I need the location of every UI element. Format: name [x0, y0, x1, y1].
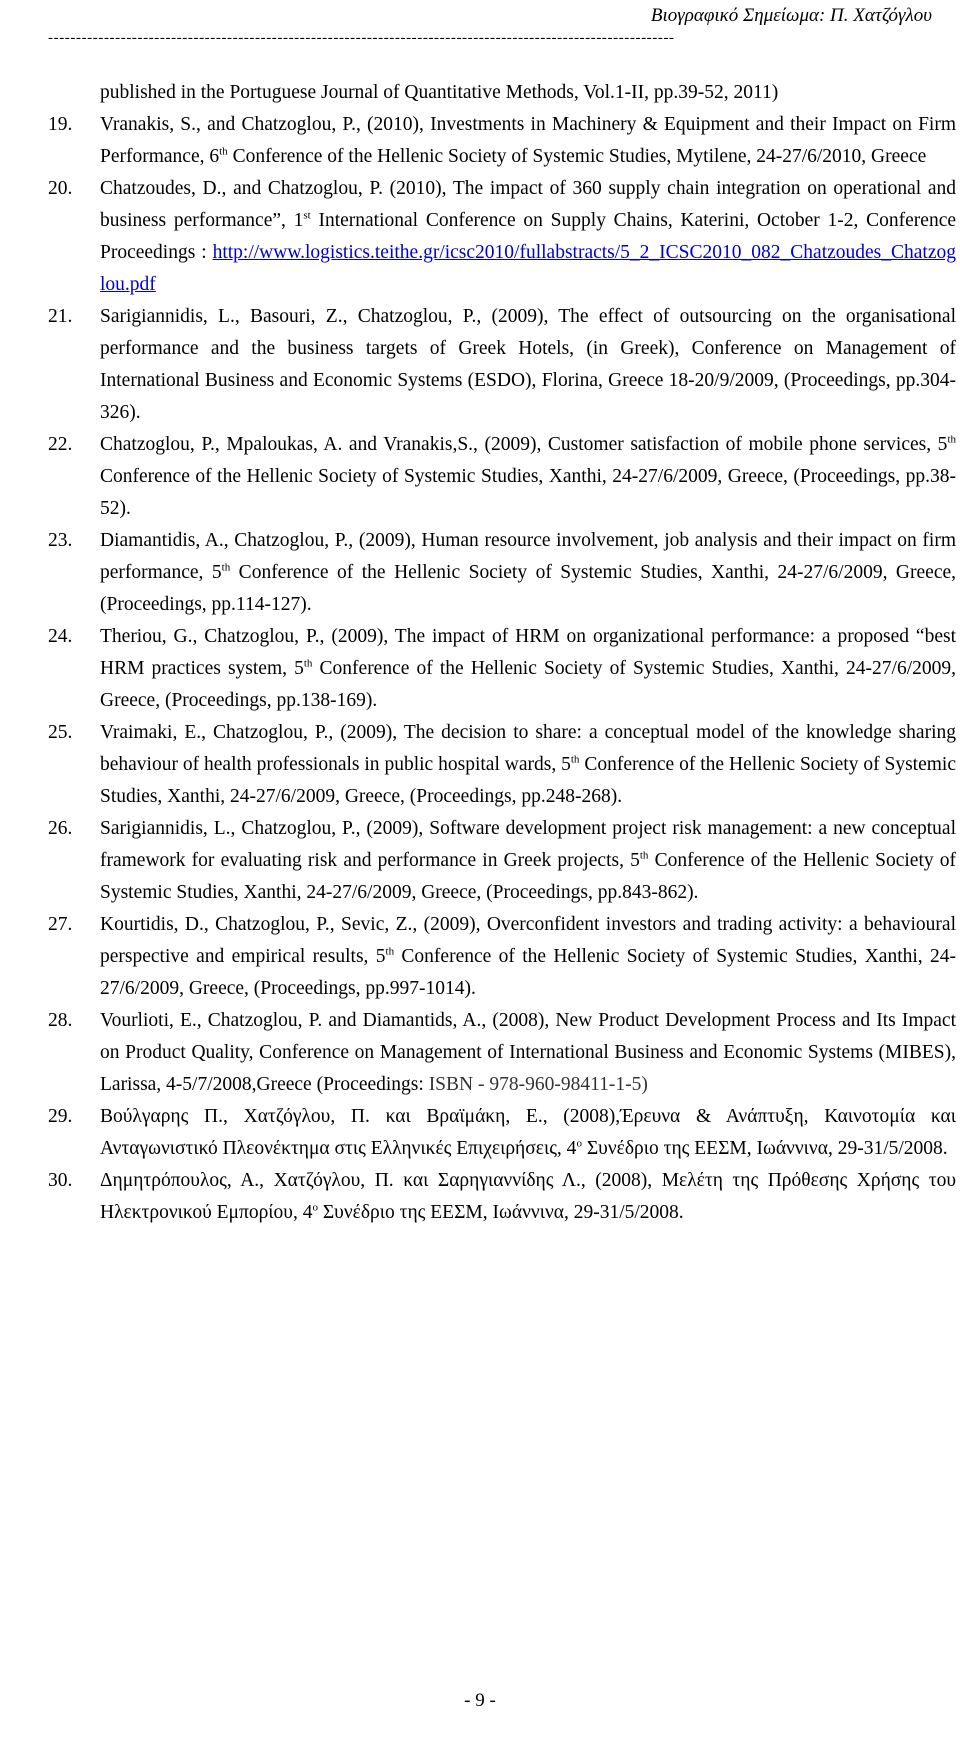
- reference-22: 22. Chatzoglou, P., Mpaloukas, A. and Vranakis,S., (2009), Customer satisfaction of mobile phone services, 5th Conference of the Hellenic Society of Systemic Studies, Xanthi, 24-27/6/2009, Greece, (Proceedings, pp.38-52).: [48, 429, 956, 525]
- reference-number: 30.: [48, 1170, 73, 1191]
- reference-intro: [48, 77, 956, 109]
- reference-30: 30. Δημητρόπουλος, Α., Χατζόγλου, Π. και Σαρηγιαννίδης Λ., (2008), Μελέτη της Πρόθεσης Χρήσης του Ηλεκτρονικού Εμπορίου, $4^o$ Συνέδριο της ΕΕΣΜ, Ιωάννινα, 29-31/5/2008.: [48, 1165, 956, 1229]
- reference-25: 25. Vraimaki, E., Chatzoglou, P., (2009), The decision to share: a conceptual model of the knowledge sharing behaviour of health professionals in public hospital wards, 5th Conference of the Hellenic Society of Systemic Studies, Xanthi, 24-27/6/2009, Greece, (Proceedings, pp.248-268).: [48, 717, 956, 813]
- reference-number: 21.: [48, 306, 73, 327]
- reference-29: 29. Βούλγαρης Π., Χατζόγλου, Π. και Βραϊμάκη, Ε., (2008),Έρευνα & Ανάπτυξη, Καινοτομία και Ανταγωνιστικό Πλεονέκτημα στις Ελληνικές Επιχειρήσεις, $4^o$ Συνέδριο της ΕΕΣΜ, Ιωάννινα, 29-31/5/2008.: [48, 1101, 956, 1165]
- reference-number: 25.: [48, 722, 73, 743]
- reference-21: 21. Sarigiannidis, L., Basouri, Z., Chatzoglou, P., (2009), The effect of outsourcing on the organisational performance and the business targets of Greek Hotels, (in Greek), Conference on Management of International Business and Economic Systems (ESDO), Florina, Greece 18-20/9/2009, (Proceedings, pp.304-326).: [48, 301, 956, 429]
- reference-number: 24.: [48, 626, 73, 647]
- reference-list: [48, 77, 956, 1229]
- reference-20: 20. Chatzoudes, D., and Chatzoglou, P. (2010), The impact of 360 supply chain integration on operational and business performance”, 1st International Conference on Supply Chains, Katerini, October 1-2, Conference Proceedings : http://www.logistics.teithe.gr/icsc2010/fullabstracts/5_2_ICSC2010_082_Chatzoudes_Chatzoglou.pdf: [48, 173, 956, 301]
- reference-number: 19.: [48, 114, 73, 135]
- proceedings-link[interactable]: http://www.logistics.teithe.gr/icsc2010/fullabstracts/5_2_ICSC2010_082_Chatzoudes_Chatzoglou.pdf: [100, 242, 956, 295]
- reference-number: 28.: [48, 1010, 73, 1031]
- reference-intro-text: published in the Portuguese Journal of Quantitative Methods, Vol.1-II, pp.39-52, 2011): [100, 82, 779, 103]
- page-header-title: Βιογραφικό Σημείωμα: Π. Χατζόγλου: [650, 5, 932, 26]
- reference-28: 28. Vourlioti, E., Chatzoglou, P. and Diamantids, A., (2008), New Product Development Process and Its Impact on Product Quality, Conference on Management of International Business and Economic Systems (MIBES), Larissa, 4-5/7/2008,Greece (Proceedings: ISBN - 978-960-98411-1-5): [48, 1005, 956, 1101]
- reference-26: 26. Sarigiannidis, L., Chatzoglou, P., (2009), Software development project risk management: a new conceptual framework for evaluating risk and performance in Greek projects, 5th Conference of the Hellenic Society of Systemic Studies, Xanthi, 24-27/6/2009, Greece, (Proceedings, pp.843-862).: [48, 813, 956, 909]
- header-rule: ----------------------------------------------------------------------------------------------------------------: [48, 30, 675, 46]
- reference-number: 20.: [48, 178, 73, 199]
- reference-number: 26.: [48, 818, 73, 839]
- isbn: ISBN - 978-960-98411-1-5): [428, 1074, 648, 1095]
- reference-number: 29.: [48, 1106, 73, 1127]
- reference-number: 27.: [48, 914, 73, 935]
- reference-27: 27. Kourtidis, D., Chatzoglou, P., Sevic, Z., (2009), Overconfident investors and trading activity: a behavioural perspective and empirical results, 5th Conference of the Hellenic Society of Systemic Studies, Xanthi, 24-27/6/2009, Greece, (Proceedings, pp.997-1014).: [48, 909, 956, 1005]
- reference-number: 22.: [48, 434, 73, 455]
- reference-23: 23. Diamantidis, A., Chatzoglou, P., (2009), Human resource involvement, job analysis and their impact on firm performance, 5th Conference of the Hellenic Society of Systemic Studies, Xanthi, 24-27/6/2009, Greece, (Proceedings, pp.114-127).: [48, 525, 956, 621]
- page-number: - 9 -: [464, 1690, 496, 1711]
- reference-number: 23.: [48, 530, 73, 551]
- reference-19: 19. Vranakis, S., and Chatzoglou, P., (2010), Investments in Machinery & Equipment and their Impact on Firm Performance, 6th Conference of the Hellenic Society of Systemic Studies, Mytilene, 24-27/6/2010, Greece: [48, 109, 956, 173]
- reference-24: 24. Theriou, G., Chatzoglou, P., (2009), The impact of HRM on organizational performance: a proposed “best HRM practices system, 5th Conference of the Hellenic Society of Systemic Studies, Xanthi, 24-27/6/2009, Greece, (Proceedings, pp.138-169).: [48, 621, 956, 717]
